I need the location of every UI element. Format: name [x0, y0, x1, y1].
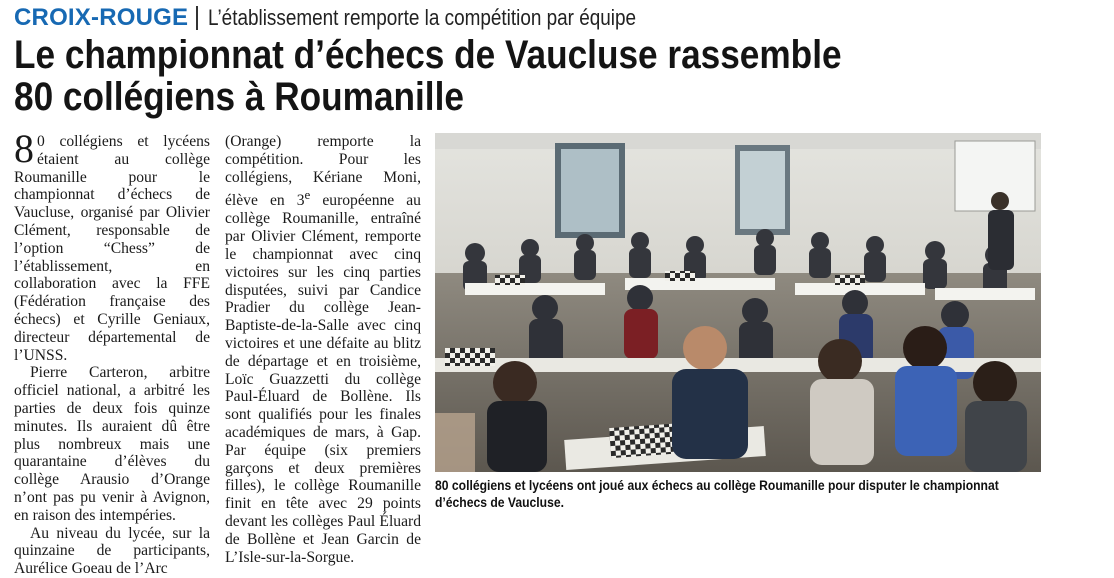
article-kicker	[14, 3, 706, 33]
photo-caption-text: 80 collégiens et lycéens ont joué aux échecs au collège Roumanille pour disputer le championnat d’échecs de Vaucluse.	[435, 478, 999, 510]
headline-line-2: 80 collégiens à Roumanille	[14, 75, 464, 119]
kicker-divider	[196, 6, 198, 30]
article-paragraph-3: Au niveau du lycée, sur la quinzaine de participants, Aurélice Goeau de l’Arc	[14, 524, 210, 578]
article-headline	[14, 34, 1054, 118]
drop-cap: 8	[14, 126, 34, 171]
article-paragraph-2: Pierre Carteron, arbitre officiel national, a arbitré les parties de deux fois quinze minutes. Ils auraient dû être plus nombreux mais une quarantaine d’élèves du collège Arausio d’Orange n’ont pas pu venir à Avignon, en raison des intempéries.	[14, 364, 210, 524]
article-photo	[435, 133, 1041, 472]
kicker-subtitle: L’établissement remporte la compétition par équipe	[208, 5, 637, 30]
article-column-1	[14, 126, 210, 578]
article-paragraph-1	[14, 126, 210, 364]
classroom-chess-photo	[435, 133, 1041, 472]
col2-text-b: européenne au collège Roumanille, entraîné par Olivier Clément, remporte le championnat avec cinq victoires sur les cinq parties disputées, suivi par Candice Pradier du collège Jean-Baptiste-de-la-Salle avec cinq victoires et une défaite au blitz de départage et en troisième, Loïc Guazzetti du collège Paul-Éluard de Bollène. Ils sont qualifiés pour les finales académiques de mars, à Gap. Par équipe (six premiers garçons et deux premières filles), le collège Roumanille finit en tête avec 29 points devant les collèges Paul Éluard de Bollène et Jean Garcin de L’Isle-sur-la-Sorgue.	[225, 192, 421, 566]
headline-line-1: Le championnat d’échecs de Vaucluse rassemble	[14, 33, 842, 77]
article-column-2	[225, 133, 421, 566]
ordinal-suffix: e	[304, 187, 311, 203]
section-label: CROIX-ROUGE	[14, 4, 189, 31]
photo-caption	[435, 477, 1047, 511]
col2-text-a: (Orange) remporte la compétition. Pour les collégiens, Kériane Moni, élève en 3	[225, 133, 421, 210]
paragraph-1-text: 0 collégiens et lycéens étaient au collège Roumanille pour le championnat d’échecs de Vaucluse, organisé par Olivier Clément, responsable de l’option “Chess” de l’établissement, en collaboration avec la FFE (Fédération française des échecs) et Cyrille Geniaux, directeur départemental de l’UNSS.	[14, 133, 210, 364]
article-paragraph-3-continued	[225, 133, 421, 566]
